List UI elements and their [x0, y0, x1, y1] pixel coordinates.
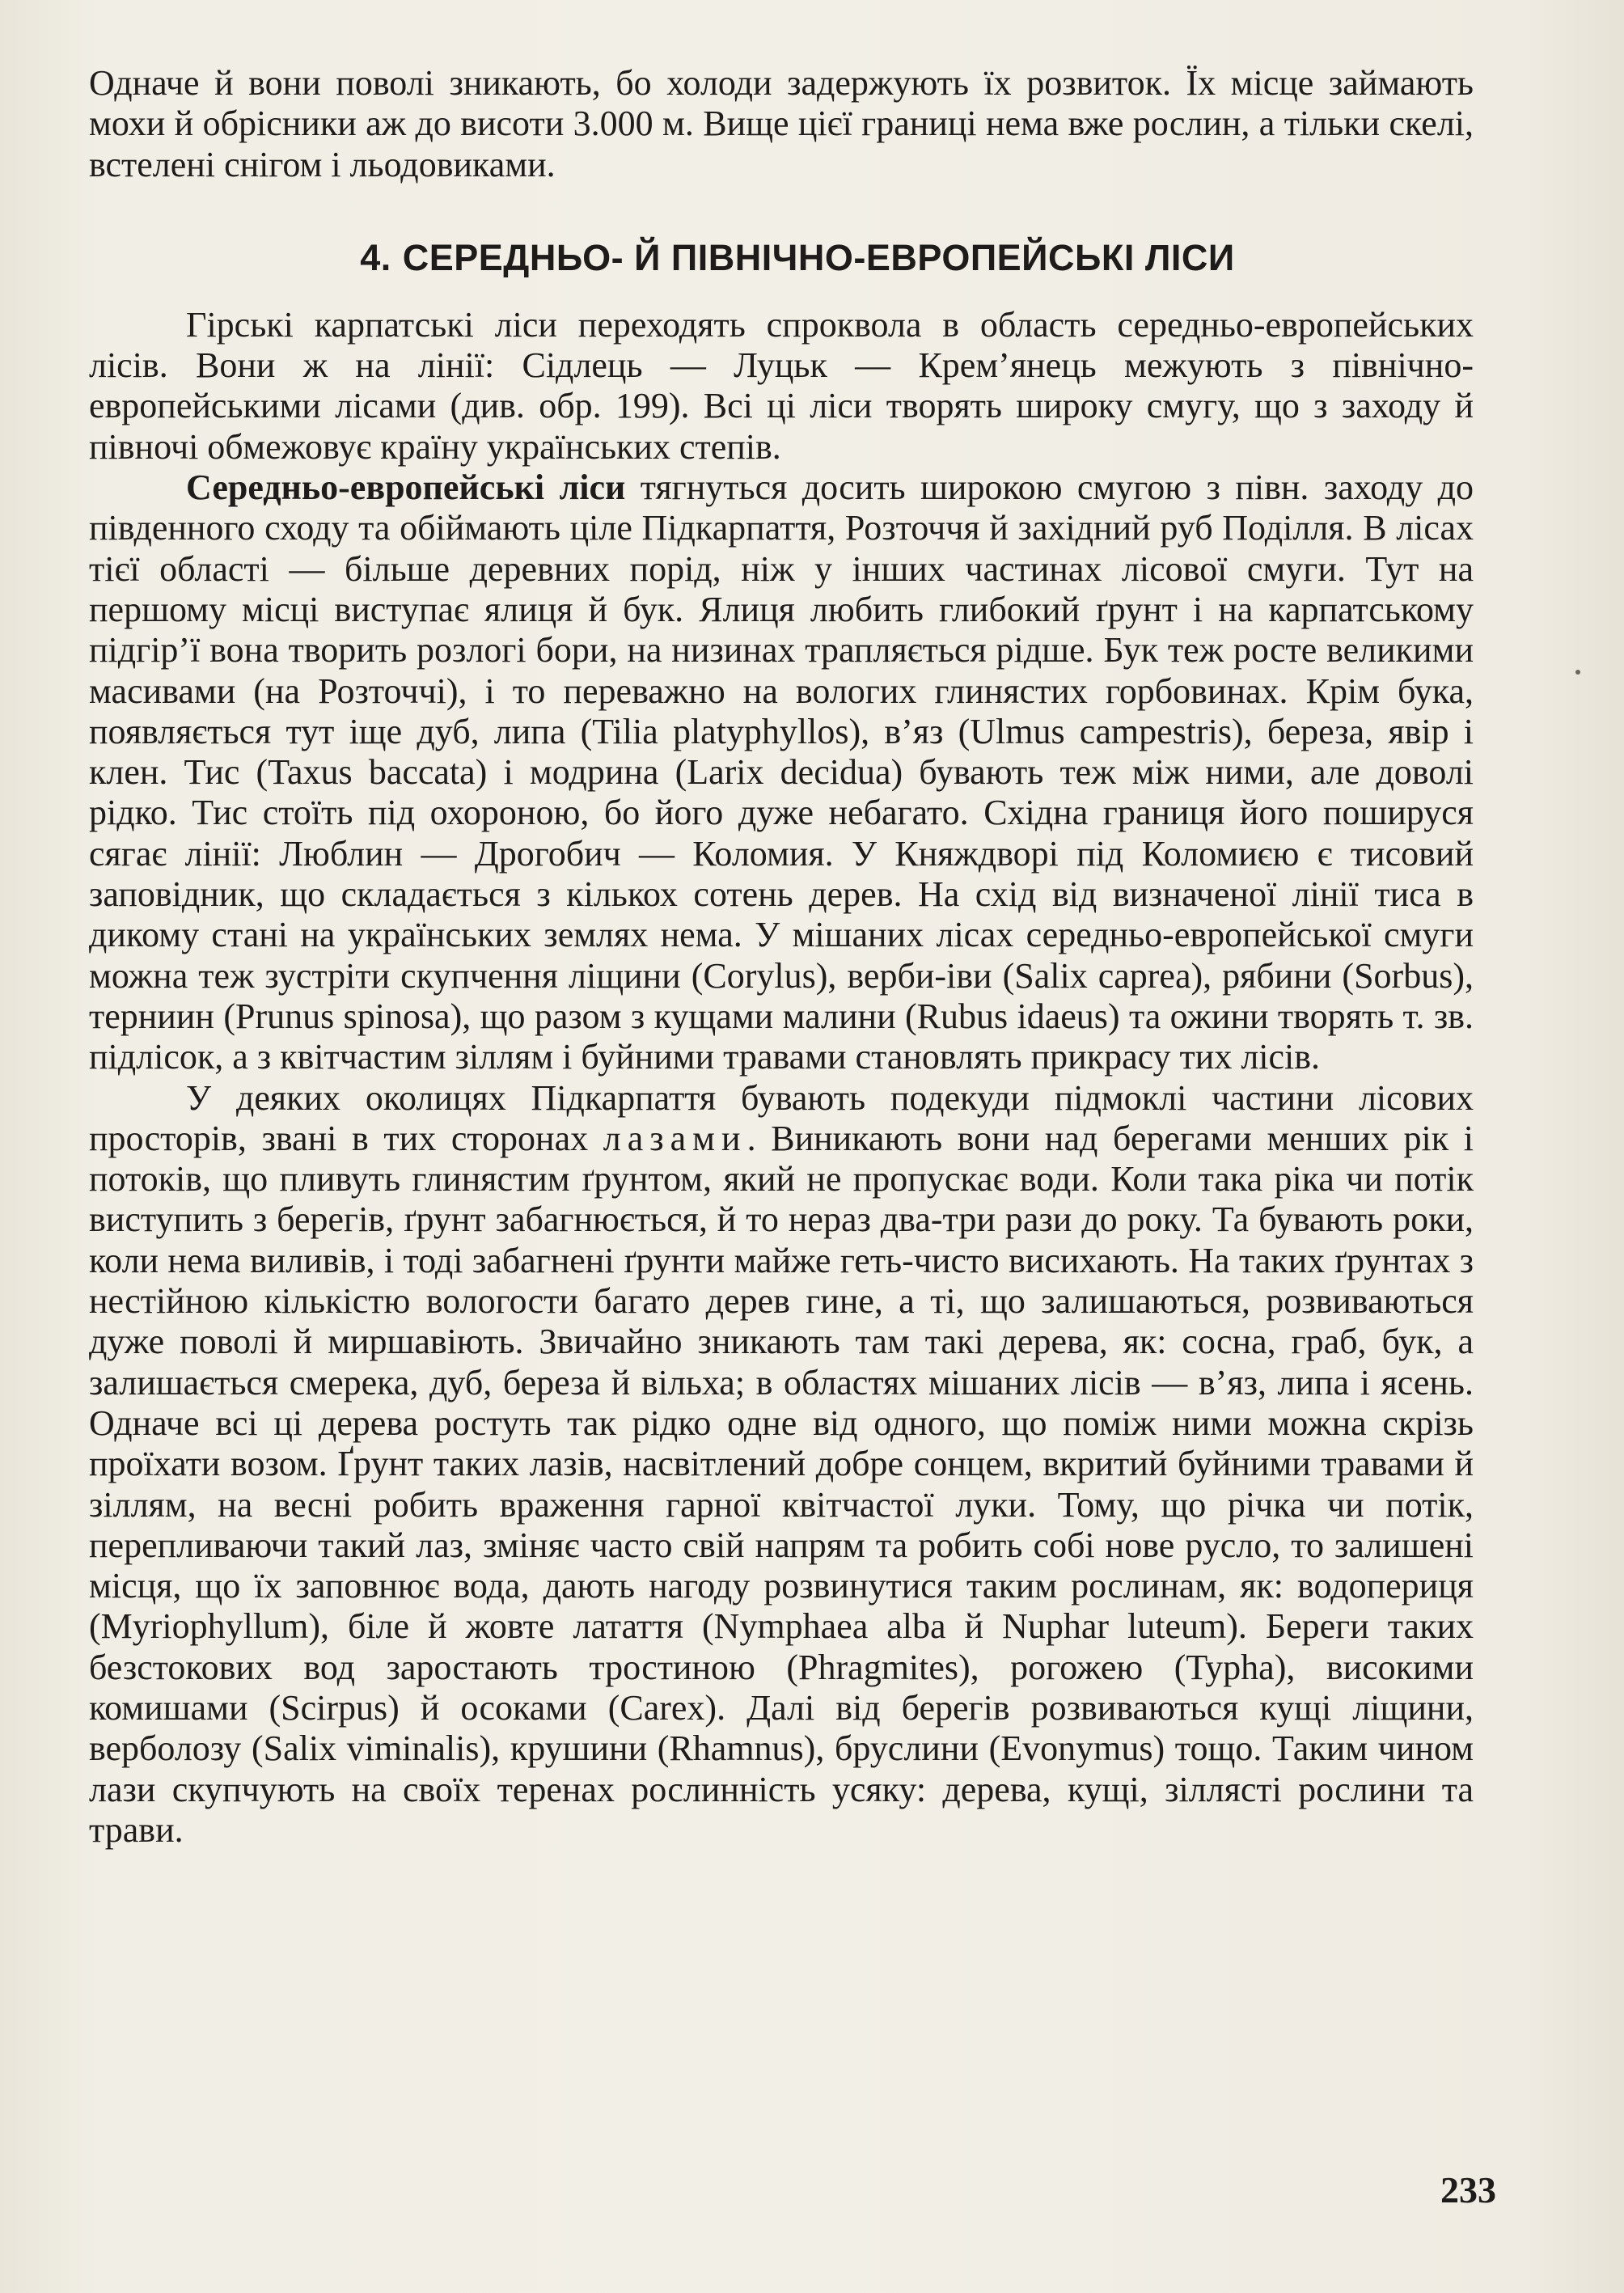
paragraph-central-european-forests	[89, 467, 1474, 1077]
paragraph-text-after: . Виникають вони над берегами менших рік і потоків, що пливуть глинястим ґрунтом, який не пропускає води. Коли така ріка чи потік виступить з берегів, ґрунт забагнюється, й то нераз два-три рази до року. Та бувають роки, коли нема виливів, і тоді забагнені ґрунти майже геть-чисто висихають. На таких ґрунтах з нестійною кількістю вологости багато дерев гине, а ті, що залишаються, розвиваються дуже поволі й миршавіють. Звичайно зникають там такі дерева, як: сосна, граб, бук, а залишається смерека, дуб, береза й вільха; в областях мішаних лісів — в’яз, липа і ясень. Одначе всі ці дерева ростуть так рідко одне від одного, що поміж ними можна скрізь проїхати возом. Ґрунт таких лазів, насвітлений добре сонцем, вкритий буйними травами й зіллям, на весні робить враження гарної квітчастої луки. Тому, що річка чи потік, перепливаючи такий лаз, зміняє часто свій напрям та робить собі нове русло, то залишені місця, що їх заповнює вода, дають нагоду розвинутися таким рослинам, як: водопериця (Myriophyllum), біле й жовте латаття (Nymphaea alba й Nuphar luteum). Береги таких безстокових вод заростають тростиною (Phragmites), рогожею (Typha), високими комишами (Scirpus) й осоками (Carex). Далі від берегів розвиваються кущі ліщини, верболозу (Salix viminalis), крушини (Rhamnus), бруслини (Evonymus) тощо. Таким чином лази скупчують на своїх теренах рослинність усяку: дерева, кущі, зіллясті рослини та трави.	[89, 1118, 1474, 1850]
paragraph-lazy	[89, 1078, 1474, 1851]
paragraph-carpathian-forests: Гірські карпатські ліси переходять спроквола в область середньо-европейських лісів. Вони ж на лінії: Сідлець — Луцьк — Крем’янець межують з північно-европейськими лісами (див. обр. 199). Всі ці ліси творять широку смугу, що з заходу й півночі обмежовує країну українських степів.	[89, 304, 1474, 467]
page-number: 233	[1440, 2169, 1496, 2211]
paragraph-text-before: У деяких околицях Підкарпаття бувають подекуди підмоклі частини лісових просторів, звані в тих сторонах	[89, 1077, 1474, 1158]
paragraph-lead-term: Середньо-европейські ліси	[186, 467, 626, 508]
page-body	[89, 63, 1474, 1851]
paper-speck	[1575, 670, 1580, 675]
section-number: 4.	[360, 236, 391, 278]
opening-paragraph: Одначе й вони поволі зникають, бо холоди задержують їх розвиток. Їх місце займають мохи й обрісники аж до висоти 3.000 м. Вище цієї границі нема вже рослин, а тільки скелі, встелені снігом і льодовиками.	[89, 63, 1474, 184]
section-heading	[89, 235, 1474, 281]
spaced-term: лазами	[603, 1118, 747, 1158]
section-title: СЕРЕДНЬО- Й ПІВНІЧНО-ЕВРОПЕЙСЬКІ ЛІСИ	[402, 236, 1235, 278]
paragraph-body-text: тягнуться досить широкою смугою з півн. заходу до південного сходу та обіймають ціле Підкарпаття, Розточчя й західний руб Поділля. В лісах тієї області — більше деревних порід, ніж у інших частинах лісової смуги. Тут на першому місці виступає ялиця й бук. Ялиця любить глибокий ґрунт і на карпатському підгір’ї вона творить розлогі бори, на низинах трапляється рідше. Бук теж росте великими масивами (на Розточчі), і то переважно на вологих глинястих горбовинах. Крім бука, появляється тут іще дуб, липа (Tilia platyphyllos), в’яз (Ulmus campestris), береза, явір і клен. Тис (Taxus baccata) і модрина (Larix decidua) бувають теж між ними, але доволі рідко. Тис стоїть під охороною, бо його дуже небагато. Східна границя його пошируся сягає лінії: Люблин — Дрогобич — Коломия. У Княждворі під Коломиєю є тисовий заповідник, що складається з кількох сотень дерев. На схід від визначеної лінії тиса в дикому стані на українських землях нема. У мішаних лісах середньо-европейської смуги можна теж зустріти скупчення ліщини (Corylus), верби-іви (Salix caprea), рябини (Sorbus), терниин (Prunus spinosa), що разом з кущами малини (Rubus idaeus) та ожини творять т. зв. підлісок, а з квітчастим зіллям і буйними травами становлять прикрасу тих лісів.	[89, 467, 1474, 1077]
